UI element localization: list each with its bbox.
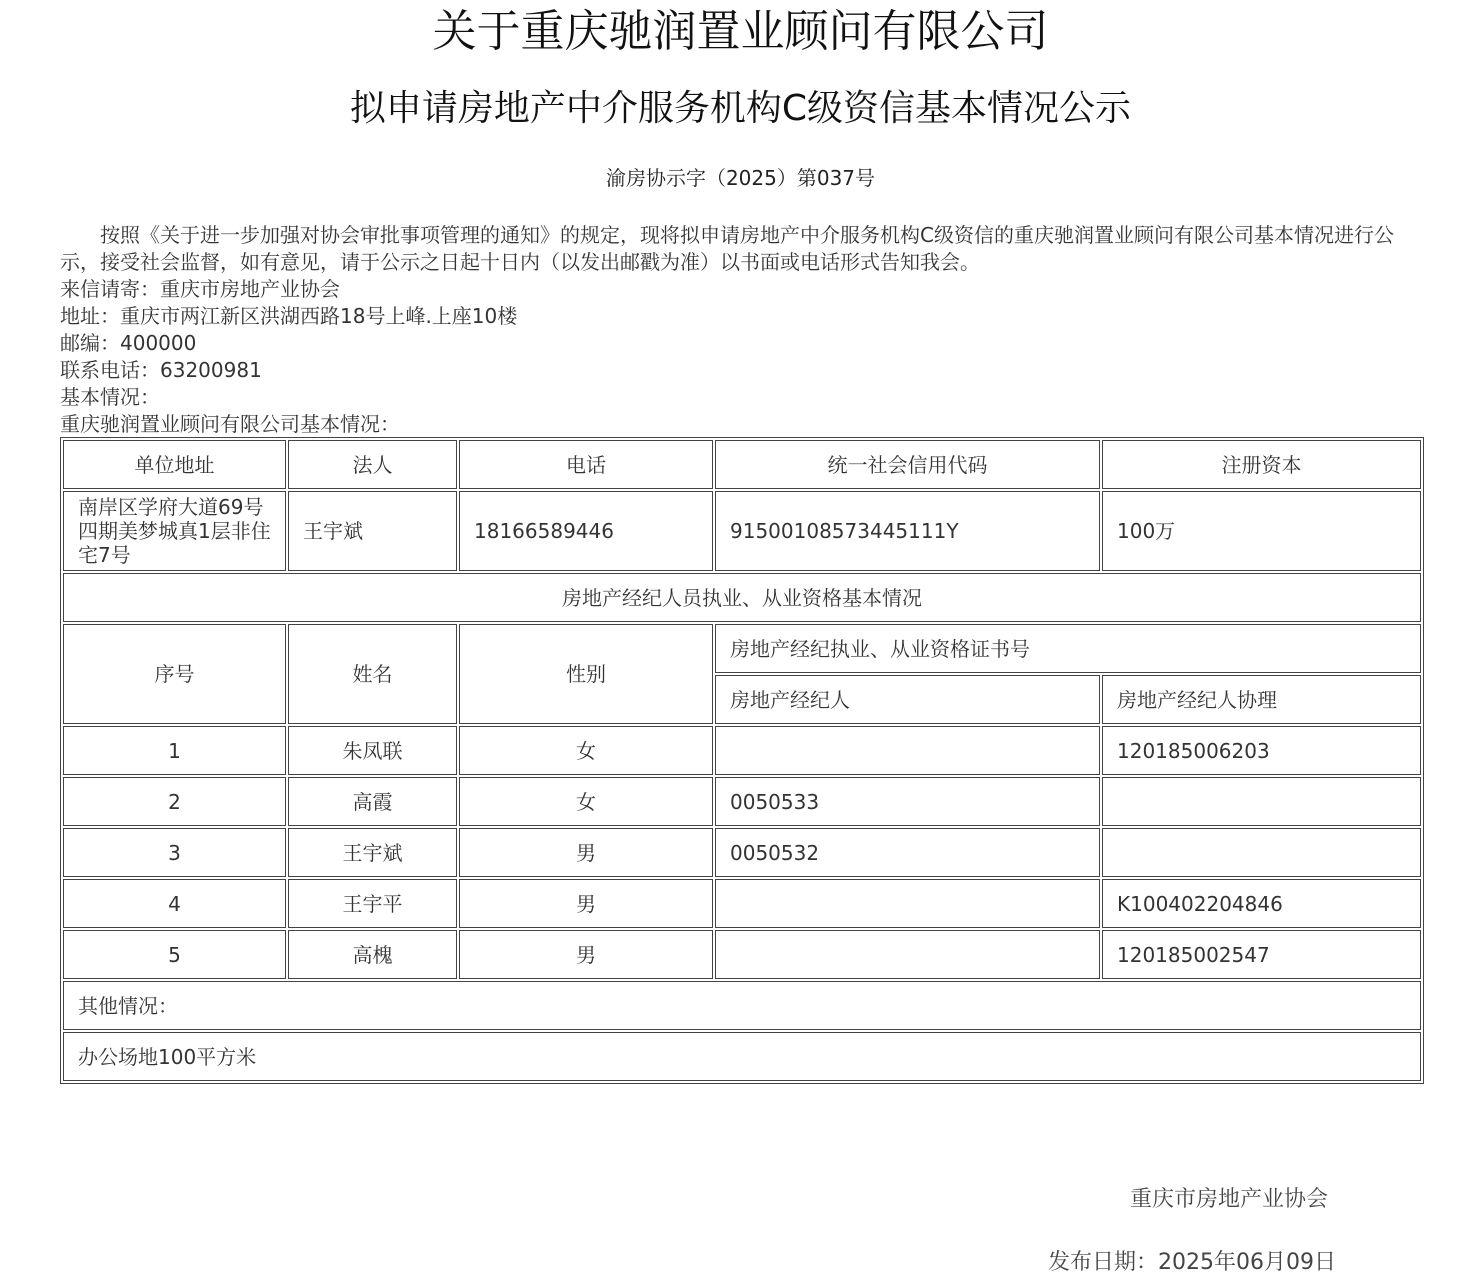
other-label: 其他情况： [63, 981, 1421, 1030]
publish-date: 发布日期：2025年06月09日 [1048, 1250, 1336, 1275]
header-cert-group: 房地产经纪执业、从业资格证书号 [715, 624, 1421, 673]
address-line: 地址：重庆市两江新区洪湖西路18号上峰.上座10楼 [60, 304, 518, 328]
agent-name: 高霞 [288, 777, 457, 826]
table-row [63, 777, 1421, 826]
company-address: 南岸区学府大道69号四期美梦城真1层非住宅7号 [63, 491, 286, 571]
assistant-cert: 120185002547 [1102, 930, 1421, 979]
agent-gender: 男 [459, 828, 713, 877]
agent-gender: 男 [459, 879, 713, 928]
header-assistant-cert: 房地产经纪人协理 [1102, 675, 1421, 724]
company-info-label: 重庆驰润置业顾问有限公司基本情况： [60, 412, 400, 436]
assistant-cert [1102, 828, 1421, 877]
company-phone: 18166589446 [459, 491, 713, 571]
company-header-row [63, 440, 1421, 489]
table-row [63, 726, 1421, 775]
agents-section-title-row [63, 573, 1421, 622]
table-row [63, 930, 1421, 979]
document-subtitle: 拟申请房地产中介服务机构C级资信基本情况公示 [349, 88, 1132, 129]
header-gender: 性别 [459, 624, 713, 724]
agent-name: 朱凤联 [288, 726, 457, 775]
phone-line: 联系电话：63200981 [60, 358, 262, 382]
agent-name: 高槐 [288, 930, 457, 979]
table-row [63, 828, 1421, 877]
document-title: 关于重庆驰润置业顾问有限公司 [432, 6, 1049, 57]
intro-section [60, 222, 1422, 438]
basic-info-label: 基本情况： [60, 385, 160, 409]
footer-organization: 重庆市房地产业协会 [1130, 1187, 1329, 1212]
document-number: 渝房协示字（2025）第037号 [605, 166, 876, 190]
agent-name: 王宇平 [288, 879, 457, 928]
agent-name: 王宇斌 [288, 828, 457, 877]
agent-index: 2 [63, 777, 286, 826]
header-phone: 电话 [459, 440, 713, 489]
assistant-cert [1102, 777, 1421, 826]
header-legal-person: 法人 [288, 440, 457, 489]
mail-to-line: 来信请寄：重庆市房地产业协会 [60, 277, 340, 301]
agent-cert: 0050533 [715, 777, 1100, 826]
intro-paragraph: 按照《关于进一步加强对协会审批事项管理的通知》的规定，现将拟申请房地产中介服务机构C级资信的重庆驰润置业顾问有限公司基本情况进行公示，接受社会监督，如有意见，请于公示之日起十日内（以发出邮戳为准）以书面或电话形式告知我会。 [60, 223, 1394, 274]
agents-section-title: 房地产经纪人员执业、从业资格基本情况 [63, 573, 1421, 622]
agent-gender: 女 [459, 777, 713, 826]
agent-cert [715, 726, 1100, 775]
company-data-row [63, 491, 1421, 571]
agent-index: 1 [63, 726, 286, 775]
company-capital: 100万 [1102, 491, 1421, 571]
header-agent-cert: 房地产经纪人 [715, 675, 1100, 724]
other-label-row [63, 981, 1421, 1030]
agent-cert [715, 879, 1100, 928]
agent-cert [715, 930, 1100, 979]
agent-gender: 女 [459, 726, 713, 775]
table-row [63, 879, 1421, 928]
other-content: 办公场地100平方米 [63, 1032, 1421, 1081]
assistant-cert: K100402204846 [1102, 879, 1421, 928]
agent-cert: 0050532 [715, 828, 1100, 877]
header-capital: 注册资本 [1102, 440, 1421, 489]
header-index: 序号 [63, 624, 286, 724]
postcode-line: 邮编：400000 [60, 331, 197, 355]
header-credit-code: 统一社会信用代码 [715, 440, 1100, 489]
agent-index: 3 [63, 828, 286, 877]
agent-gender: 男 [459, 930, 713, 979]
company-info-table [60, 437, 1424, 1084]
company-credit-code: 91500108573445111Y [715, 491, 1100, 571]
header-name: 姓名 [288, 624, 457, 724]
other-content-row [63, 1032, 1421, 1081]
assistant-cert: 120185006203 [1102, 726, 1421, 775]
company-legal-person: 王宇斌 [288, 491, 457, 571]
agents-header-row-1 [63, 624, 1421, 673]
agent-index: 5 [63, 930, 286, 979]
header-address: 单位地址 [63, 440, 286, 489]
agent-index: 4 [63, 879, 286, 928]
